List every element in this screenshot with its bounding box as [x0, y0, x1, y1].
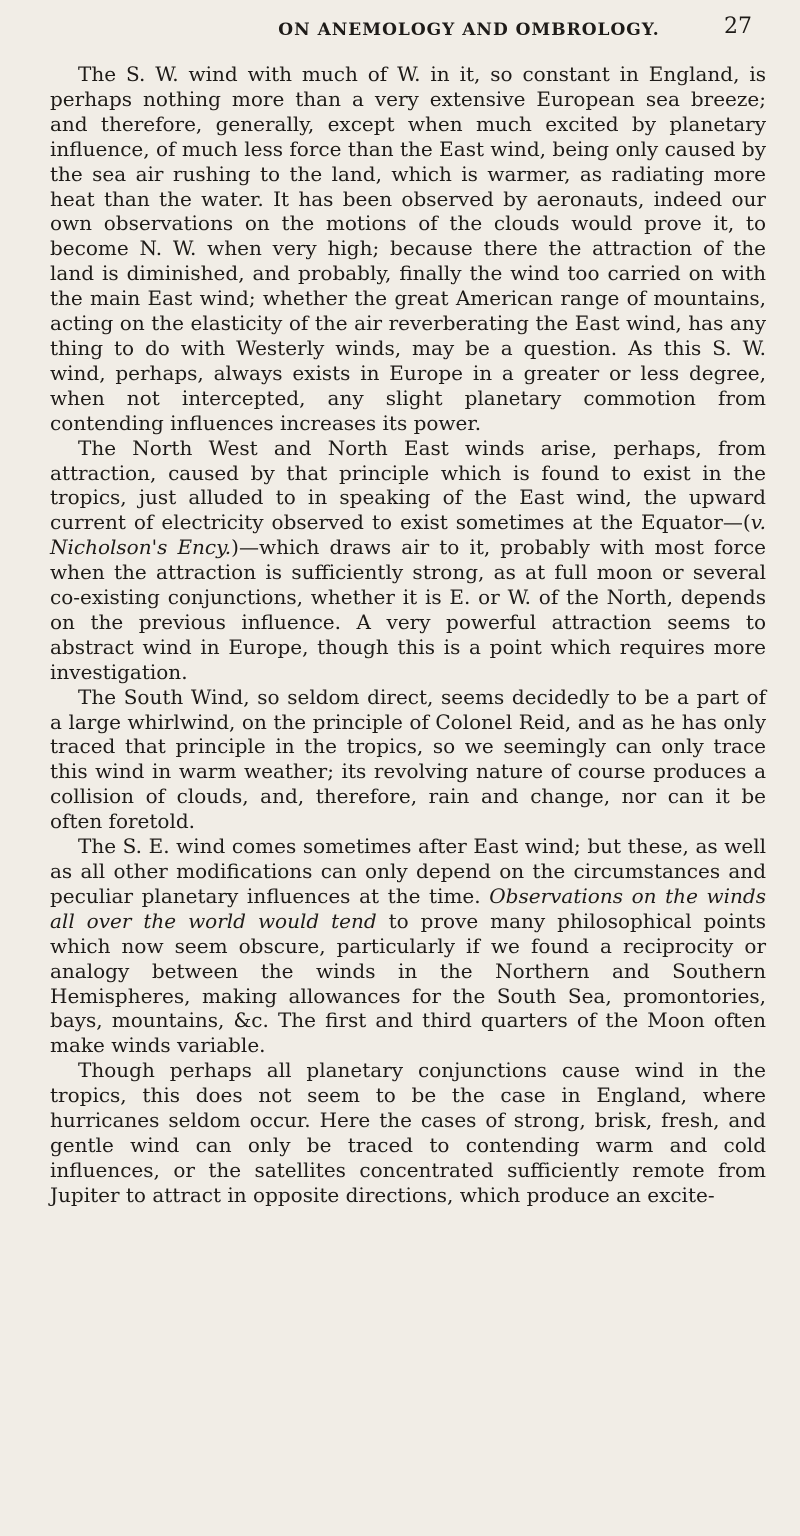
body-text [50, 62, 766, 1208]
paragraph-text: The North West and North East winds arise, perhaps, from attraction, caused by that principle which is found to exist in the tropics, just alluded to in speaking of the East wind, the upward current of electricity observed to exist sometimes at the Equator—( [50, 435, 766, 535]
page-header [186, 10, 752, 50]
paragraph-text: )—which draws air to it, probably with most force when the attraction is sufficiently strong, as at full moon or several co-existing conjunctions, whether it is E. or W. of the North, depends on the previous influence. A very powerful attraction seems to abstract wind in Europe, though this is a point which requires more investigation. [50, 535, 766, 684]
paragraph-text: The S. E. wind comes sometimes after East wind; but these, as well as all other modifications can only depend on the circumstances and peculiar planetary influences at the time. [50, 834, 766, 908]
paragraph-text: The S. W. wind with much of W. in it, so constant in England, is perhaps nothing more than a very extensive European sea breeze; and therefore, generally, except when much excited by planetary influence, of much less force than the East wind, being only caused by the sea air rushing to the land, which is warmer, as radiating more heat than the water. It has been observed by aeronauts, indeed our own observations on the motions of the clouds would prove it, to become N. W. when very high; because there the attraction of the land is diminished, and probably, finally the wind too carried on with the main East wind; whether the great American range of mountains, acting on the elasticity of the air reverberating the East wind, has any thing to do with Westerly winds, may be a question. As this S. W. wind, perhaps, always exists in Europe in a greater or less degree, when not intercepted, any slight planetary commotion from contending influences increases its power. [50, 62, 766, 435]
paragraph-south-wind [50, 685, 766, 834]
running-head: ON ANEMOLOGY AND OMBROLOGY. [278, 20, 660, 40]
paragraph-england-winds [50, 1058, 766, 1207]
paragraph-text: Though perhaps all planetary conjunctions cause wind in the tropics, this does not seem to be the case in England, where hurricanes seldom occur. Here the cases of strong, brisk, fresh, and gentle wind can only be traced to contending warm and cold influences, or the satellites concentrated sufficiently remote from Jupiter to attract in opposite directions, which produce an excite- [50, 1058, 766, 1207]
paragraph-se-wind [50, 834, 766, 1058]
paragraph-sw-wind [50, 62, 766, 436]
page-number: 27 [724, 14, 752, 39]
emphasis-italic: Observations on the winds all over the world would tend [50, 883, 766, 933]
paragraph-text: The South Wind, so seldom direct, seems decidedly to be a part of a large whirlwind, on the principle of Colonel Reid, and as he has only traced that principle in the tropics, so we seemingly can only trace this wind in warm weather; its revolving nature of course produces a collision of clouds, and, therefore, rain and change, nor can it be often foretold. [50, 684, 766, 834]
citation-italic: v. Nicholson's Ency. [50, 510, 766, 560]
paragraph-nw-ne-winds [50, 436, 766, 685]
paragraph-text: to prove many philosophical points which now seem obscure, particularly if we found a reciprocity or analogy between the winds in the Northern and Southern Hemispheres, making allowances for the South Sea, promontories, bays, mountains, &c. The first and third quarters of the Moon often make winds variable. [50, 908, 766, 1058]
